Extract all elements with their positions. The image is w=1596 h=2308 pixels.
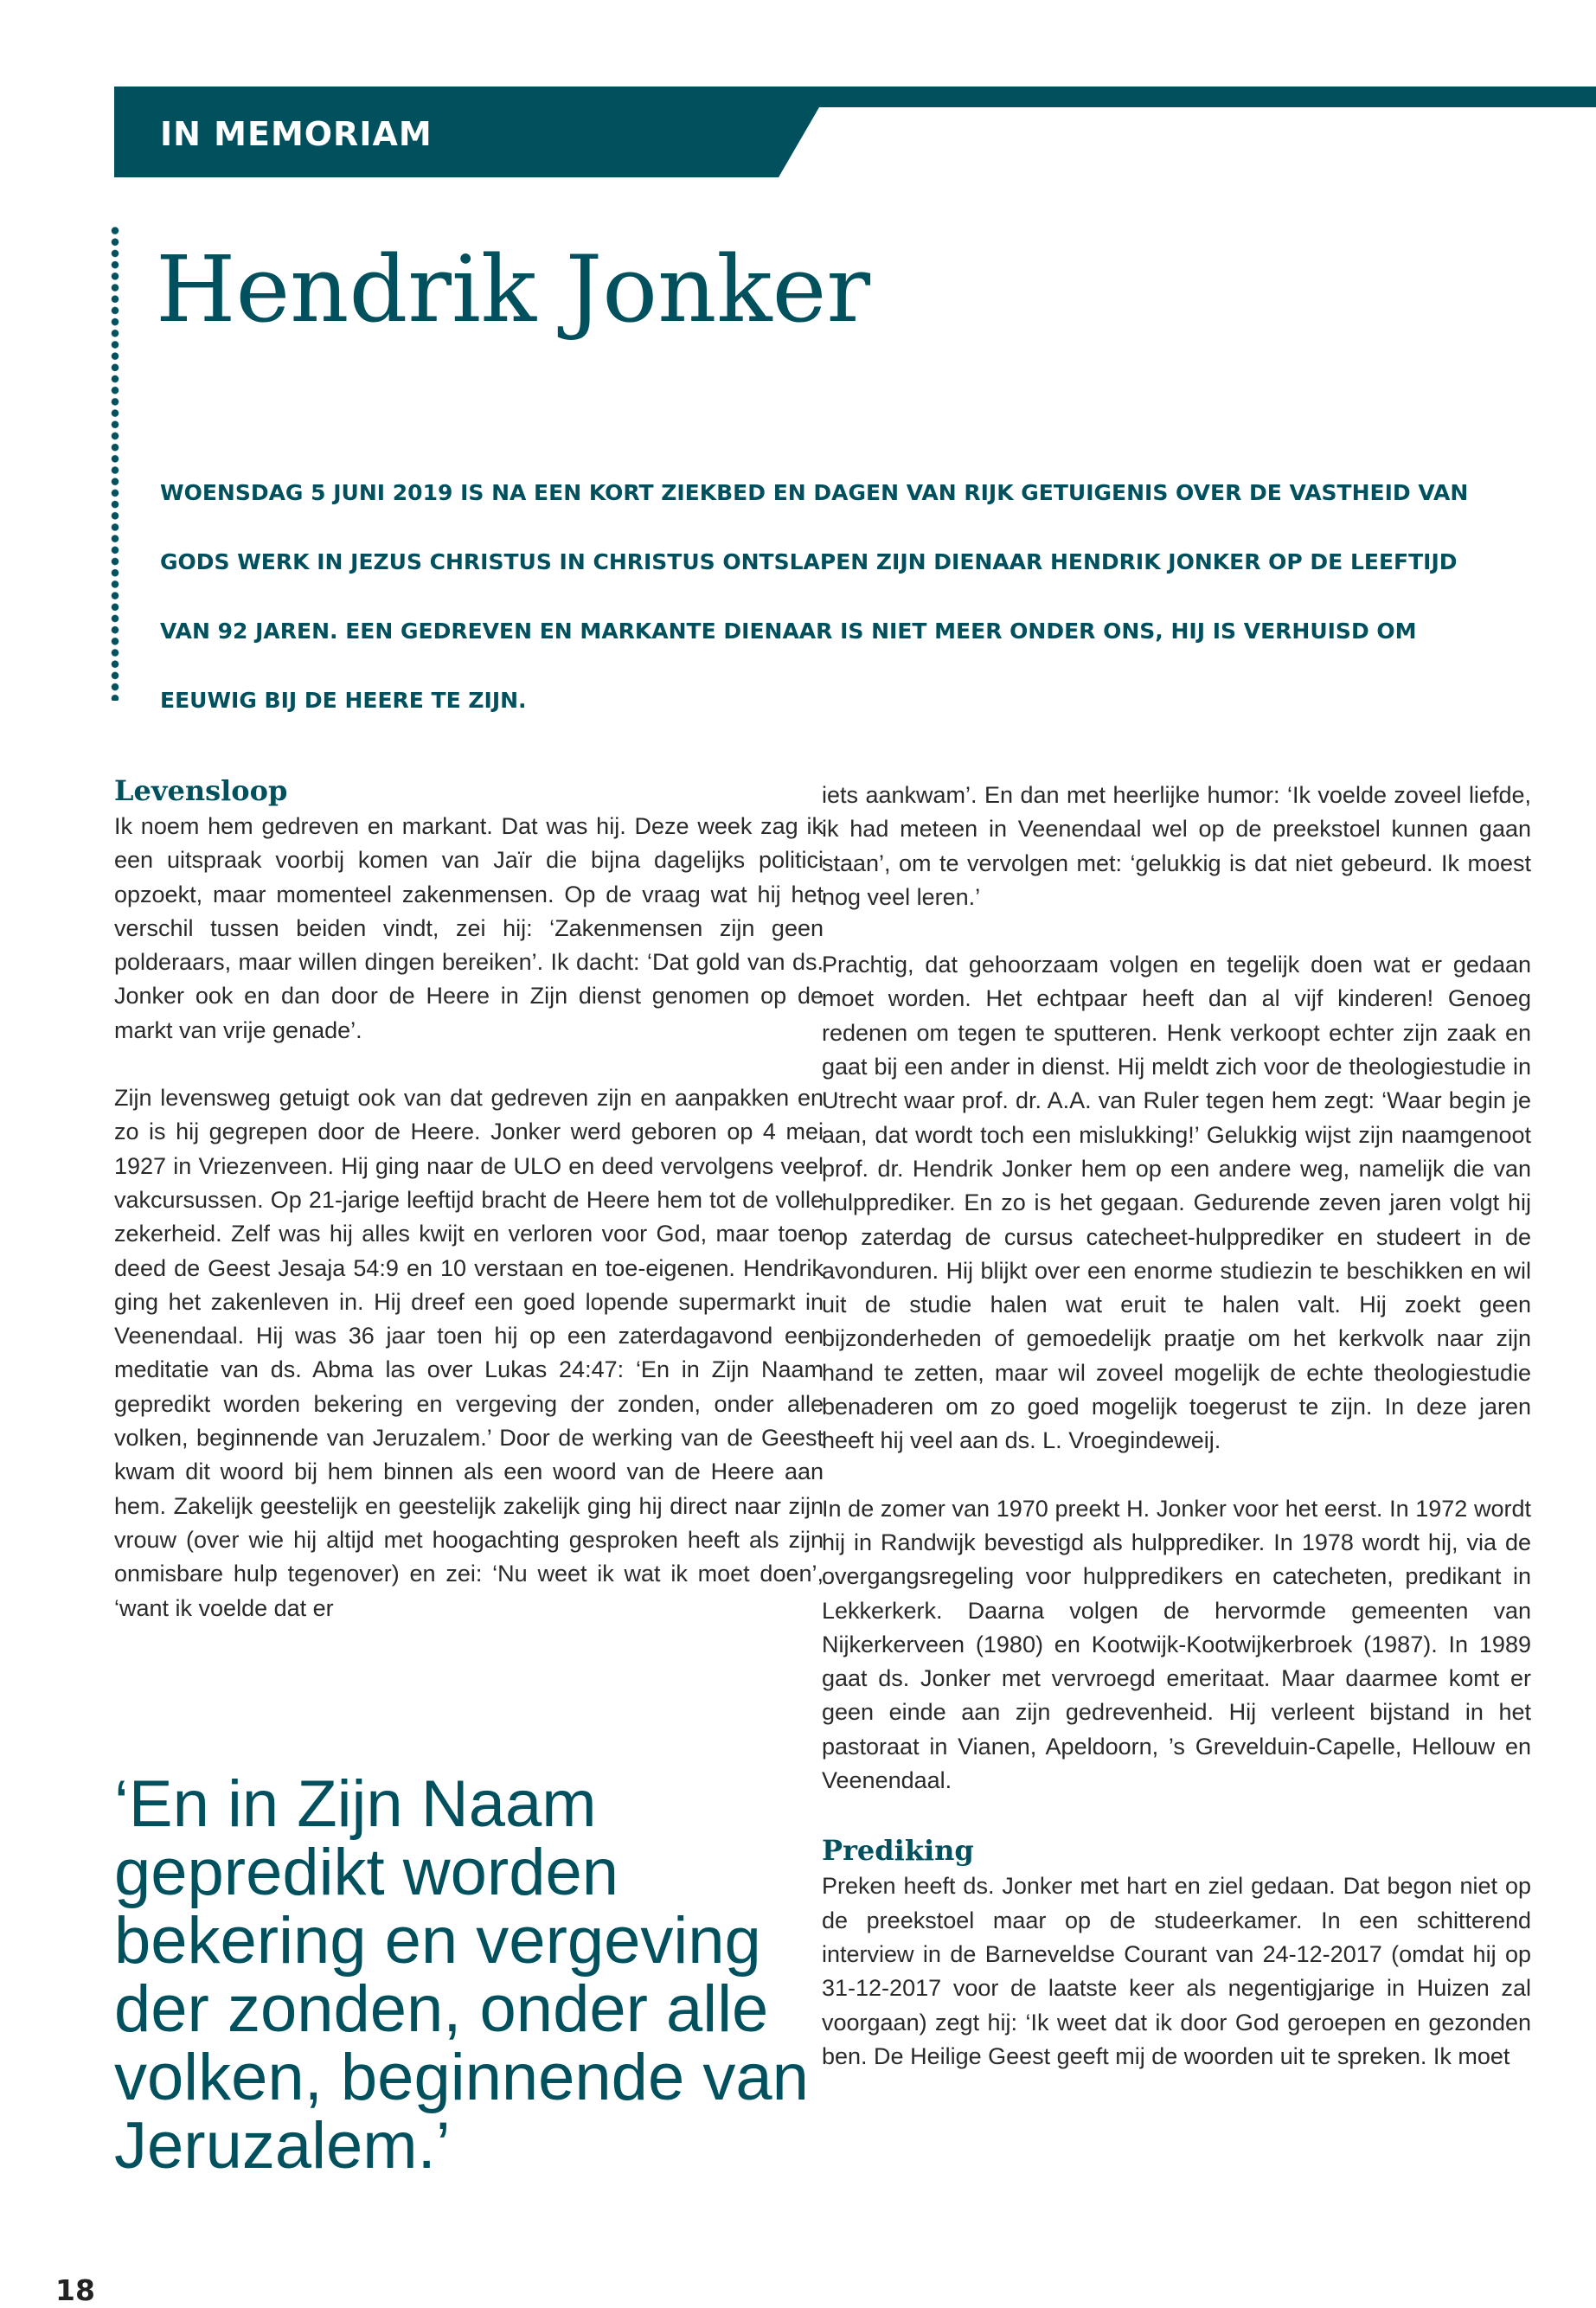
article-title: Hendrik Jonker (156, 236, 871, 343)
dotted-rule (110, 225, 120, 701)
body-paragraph: Ik noem hem gedreven en markant. Dat was hij. Deze week zag ik een uitspraak voorbij komen van Jaïr die bijna dagelijks politici opzoekt, maar momenteel zakenmensen. Op de vraag wat hij het verschil tussen beiden vindt, zei hij: ‘Zakenmensen zijn geen polderaars, maar willen dingen bereiken’. Ik dacht: ‘Dat gold van ds. Jonker ook en dan door de Heere in Zijn dienst genomen op de markt van vrije genade’. (114, 813, 824, 1043)
body-paragraph: iets aankwam’. En dan met heerlijke humor: ‘Ik voelde zoveel liefde, ik had meteen in Veenendaal wel op de preekstoel kunnen gaan staan’, om te vervolgen met: ‘gelukkig is dat niet gebeurd. Ik moest nog veel leren.’ (822, 782, 1531, 910)
body-paragraph: In de zomer van 1970 preekt H. Jonker voor het eerst. In 1972 wordt hij in Randwijk bevestigd als hulpprediker. In 1978 wordt hij, via de overgangsregeling voor hulppredikers en catecheten, predikant in Lekkerkerk. Daarna volgen de hervormde gemeenten van Nijkerkerveen (1980) en Kootwijk-Kootwijkerbroek (1987). In 1989 gaat ds. Jonker met vervroegd emeritaat. Maar daarmee komt er geen einde aan zijn gedrevenheid. Hij verleent bijstand in het pastoraat in Vianen, Apeldoorn, ’s Grevelduin-Capelle, Hellouw en Veenendaal. (822, 1495, 1531, 1794)
left-column (114, 772, 824, 1659)
pull-quote: ‘En in Zijn Naam gepredikt worden bekering en vergeving der zonden, onder alle volken, beginnende van Jeruzalem.’ (114, 1767, 809, 2183)
right-column (822, 779, 1531, 2107)
section-heading-levensloop: Levensloop (114, 774, 288, 807)
section-label: IN MEMORIAM (160, 115, 433, 153)
body-paragraph: Preken heeft ds. Jonker met hart en ziel gedaan. Dat begon niet op de preekstoel maar op de studeerkamer. In een schitterend interview in de Barneveldse Courant van 24-12-2017 (omdat hij op 31-12-2017 voor de laatste keer als negentigjarige in Huizen zal voorgaan) zegt hij: ‘Ik weet dat ik door God geroepen en gezonden ben. De Heilige Geest geeft mij de woorden uit te spreken. Ik moet (822, 1873, 1531, 2069)
banner-slant-cutout (779, 107, 1596, 177)
intro-lead: WOENSDAG 5 JUNI 2019 IS NA EEN KORT ZIEKBED EN DAGEN VAN RIJK GETUIGENIS OVER DE VASTHEID VAN GODS WERK IN JEZUS CHRISTUS IN CHRISTUS ONTSLAPEN ZIJN DIENAAR HENDRIK JONKER OP DE LEEFTIJD VAN 92 JAREN. EEN GEDREVEN EN MARKANTE DIENAAR IS NIET MEER ONDER ONS, HIJ IS VERHUISD OM EEUWIG BIJ DE HEERE TE ZIJN. (160, 480, 1469, 713)
body-paragraph: Prachtig, dat gehoorzaam volgen en tegelijk doen wat er gedaan moet worden. Het echtpaar heeft dan al vijf kinderen! Genoeg redenen om tegen te sputteren. Henk verkoopt echter zijn zaak en gaat bij een ander in dienst. Hij meldt zich voor de theologiestudie in Utrecht waar prof. dr. A.A. van Ruler tegen hem zegt: ‘Waar begin je aan, dat wordt toch een mislukking!’ Gelukkig wijst zijn naamgenoot prof. dr. Hendrik Jonker hem op een andere weg, namelijk die van hulpprediker. En zo is het gegaan. Gedurende zeven jaren volgt hij op zaterdag de cursus catecheet-hulpprediker en studeert in de avonduren. Hij blijkt over een enorme studiezin te beschikken en wil uit de studie halen wat eruit te halen valt. Hij zoekt geen bijzonderheden of gemoedelijk praatje om het kerkvolk naar zijn hand te zetten, maar wil zoveel mogelijk de echte theologiestudie benaderen om zo goed mogelijk toegerust te zijn. In deze jaren heeft hij veel aan ds. L. Vroegindeweij. (822, 952, 1531, 1454)
body-paragraph: Zijn levensweg getuigt ook van dat gedreven zijn en aanpakken en zo is hij gegrepen door de Heere. Jonker werd geboren op 4 mei 1927 in Vriezenveen. Hij ging naar de ULO en deed vervolgens veel vakcursussen. Op 21-jarige leeftijd bracht de Heere hem tot de volle zekerheid. Zelf was hij alles kwijt en verloren voor God, maar toen deed de Geest Jesaja 54:9 en 10 verstaan en toe-eigenen. Hendrik ging het zakenleven in. Hij dreef een goed lopende supermarkt in Veenendaal. Hij was 36 jaar toen hij op een zaterdagavond een meditatie van ds. Abma las over Lukas 24:47: ‘En in Zijn Naam gepredikt worden bekering en vergeving der zonden, onder alle volken, beginnende van Jeruzalem.’ Door de werking van de Geest kwam dit woord bij hem binnen als een woord van de Heere aan hem. Zakelijk geestelijk en geestelijk zakelijk ging hij direct naar zijn vrouw (over wie hij altijd met hoogachting gesproken heeft als zijn onmisbare hulp tegenover) en zei: ‘Nu weet ik wat ik moet doen’, ‘want ik voelde dat er (114, 1085, 824, 1621)
page-number: 18 (55, 2273, 95, 2307)
section-heading-prediking: Prediking (822, 1834, 974, 1868)
